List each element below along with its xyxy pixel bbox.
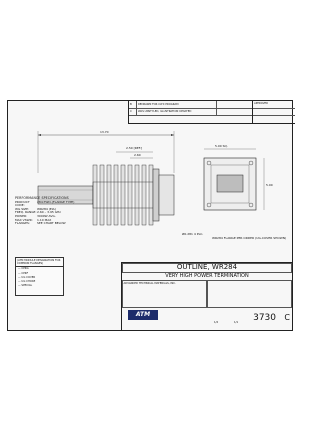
overall-length-dim: 13.70 xyxy=(100,130,109,134)
cooling-fins xyxy=(93,165,153,225)
legend-heading: (ATM MODULE DESIGNATION FOR COMMON FLANGES) xyxy=(16,258,63,267)
flange-note: WR284 FLANGE PER ORDER (UG-COVER SHOWN) xyxy=(212,236,287,240)
waveguide-opening xyxy=(217,175,243,192)
legend-item: — UG COVER xyxy=(18,275,36,279)
rev-description: WAS UNSTYLED, ILLUSTRATION UPDATED xyxy=(137,108,217,115)
performance-specs xyxy=(15,197,95,226)
legend-item: — SPECIAL xyxy=(18,284,33,288)
rev-letter: B xyxy=(129,101,137,108)
approved-label: APPROVED xyxy=(254,102,269,105)
atm-logo: ATM xyxy=(128,310,158,320)
spec-row: WG SIZE: WR284 (EIA) xyxy=(15,206,56,211)
flange-square-dim: 5.00 SQ. xyxy=(215,144,228,148)
spec-row: PRODUCT CODE: 284-TWD-(FLANGE TYPE) xyxy=(15,199,75,208)
legend-item: — CPRG xyxy=(18,267,29,271)
drawing-number: 3730 xyxy=(253,313,276,323)
flange-height-dim: 5.00 xyxy=(266,183,273,187)
legend-item: — CPRF xyxy=(18,271,29,275)
outline-drawing xyxy=(8,125,294,265)
approvals-box xyxy=(252,101,295,123)
flange-offset-dim: 2.50 [REF.] xyxy=(126,146,143,150)
spec-row: POWER: 3000W AVG. xyxy=(15,213,56,218)
size-value: 1/1 xyxy=(234,321,239,324)
drawing-title: OUTLINE, WR284 xyxy=(176,263,238,271)
spec-row: MAX VSWR: 1.10 MAX xyxy=(15,217,52,222)
sheet-letter: C xyxy=(284,313,290,322)
scale-value: 1/2 xyxy=(214,321,219,324)
revision-block xyxy=(128,101,295,124)
title-block xyxy=(121,262,292,330)
spec-row: FREQ. RANGE: 2.60 – 3.95 GHz xyxy=(15,210,61,215)
specs-heading: PERFORMANCE SPECIFICATIONS xyxy=(15,196,69,200)
rev-letter: C xyxy=(129,108,137,115)
drawing-subtitle: VERY HIGH POWER TERMINATION xyxy=(165,273,249,279)
spec-row: FLANGES: SEE CHART BELOW xyxy=(15,221,66,226)
flange-legend xyxy=(15,257,64,296)
company-box xyxy=(122,280,207,308)
hole-callout: Ø0.281 4 PLC. xyxy=(182,232,204,236)
fin-spacing-dim: 2.60 xyxy=(134,153,141,157)
drawing-sheet xyxy=(7,100,293,331)
rev-description: REDRAWN FOR CLTX PROGRAM xyxy=(137,101,217,108)
tolerance-box xyxy=(207,280,292,308)
company-name: ADVANCED TECHNICAL MATERIALS, INC. xyxy=(123,281,176,285)
legend-item: — UG CHOKE xyxy=(18,280,36,284)
